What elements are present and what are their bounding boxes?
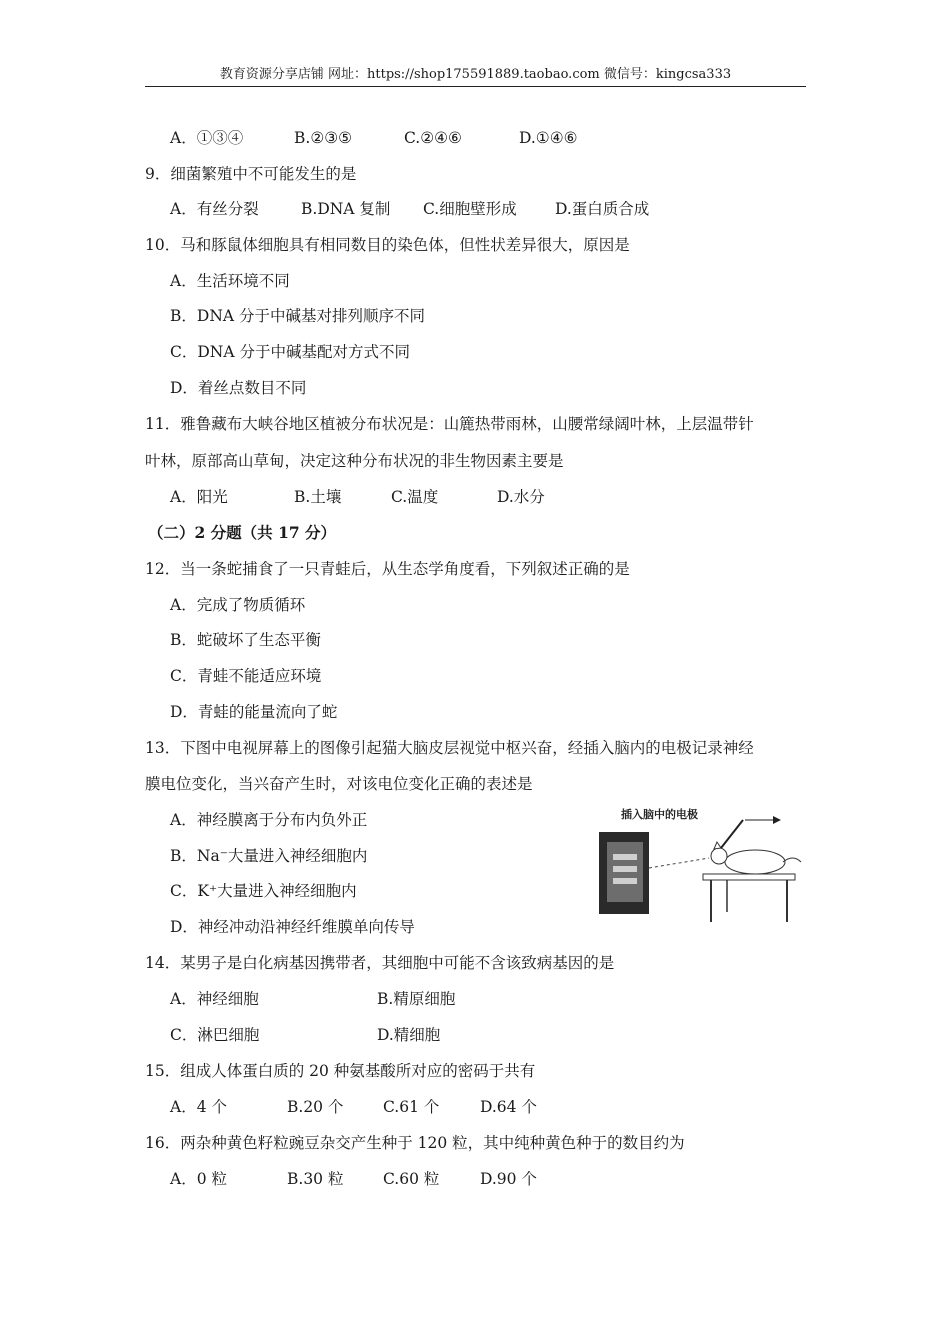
q13-option-d: D．神经冲动沿神经纤维膜单向传导 — [170, 918, 415, 936]
arrow-head — [773, 816, 781, 824]
q12-option-c: C．青蛙不能适应环境 — [170, 667, 322, 685]
q9-stem: 9．细菌繁殖中不可能发生的是 — [145, 165, 357, 183]
q8-option-c: C.②④⑥ — [404, 129, 462, 147]
q14-option-d: D.精细胞 — [377, 1026, 441, 1044]
q13-stem-line1: 13．下图中电视屏幕上的图像引起猫大脑皮层视觉中枢兴奋，经插入脑内的电极记录神经 — [145, 739, 754, 757]
q14-option-c: C．淋巴细胞 — [170, 1026, 260, 1044]
cat-tail — [783, 858, 801, 862]
q10-option-b: B．DNA 分于中碱基对排列顺序不同 — [170, 307, 426, 325]
electrode — [721, 820, 743, 848]
tv-image-bar — [613, 878, 637, 884]
q11-stem-line1: 11．雅鲁藏布大峡谷地区植被分布状况是：山簏热带雨林，山腰常绿阔叶林，上层温带针 — [145, 415, 754, 433]
q14-option-a: A．神经细胞 — [170, 990, 259, 1008]
q15-option-b: B.20 个 — [287, 1098, 344, 1116]
q15-option-d: D.64 个 — [480, 1098, 537, 1116]
q13-option-b: B．Na⁻大量进入神经细胞内 — [170, 847, 368, 865]
q13-stem-line2: 膜电位变化，当兴奋产生时，对该电位变化正确的表述是 — [145, 775, 533, 793]
figure-label: 插入脑中的电极 — [621, 808, 698, 821]
q10-option-c: C．DNA 分于中碱基配对方式不同 — [170, 343, 410, 361]
q9-option-a: A．有丝分裂 — [170, 200, 259, 218]
cat-head — [711, 848, 727, 864]
sight-line — [649, 858, 709, 868]
q15-option-a: A．4 个 — [170, 1098, 227, 1116]
tv-cat-diagram — [597, 806, 809, 924]
q16-option-d: D.90 个 — [480, 1170, 537, 1188]
tv-image-bar — [613, 866, 637, 872]
q11-option-a: A．阳光 — [170, 488, 228, 506]
tv-image-bar — [613, 854, 637, 860]
q12-stem: 12．当一条蛇捕食了一只青蛙后，从生态学角度看，下列叙述正确的是 — [145, 560, 630, 578]
q15-stem: 15．组成人体蛋白质的 20 种氨基酸所对应的密码于共有 — [145, 1062, 536, 1080]
q16-option-b: B.30 粒 — [287, 1170, 344, 1188]
q13-option-a: A．神经膜离于分布内负外正 — [170, 811, 368, 829]
q16-option-c: C.60 粒 — [383, 1170, 440, 1188]
q16-option-a: A．0 粒 — [170, 1170, 227, 1188]
q11-option-b: B.土壤 — [294, 488, 342, 506]
q8-option-a: A．①③④ — [170, 129, 244, 147]
q8-option-d: D.①④⑥ — [519, 129, 578, 147]
cat-ear — [714, 842, 721, 849]
q12-option-a: A．完成了物质循环 — [170, 596, 306, 614]
q11-option-c: C.温度 — [391, 488, 439, 506]
q11-option-d: D.水分 — [497, 488, 545, 506]
q13-figure — [597, 806, 809, 924]
table-top — [703, 874, 795, 880]
q8-option-b: B.②③⑤ — [294, 129, 353, 147]
q12-option-d: D．青蛙的能量流向了蛇 — [170, 703, 338, 721]
q15-option-c: C.61 个 — [383, 1098, 440, 1116]
q10-stem: 10．马和豚鼠体细胞具有相同数目的染色体，但性状差异很大，原因是 — [145, 236, 630, 254]
q10-option-d: D．着丝点数目不同 — [170, 379, 307, 397]
page-header: 教育资源分享店铺 网址：https://shop175591889.taobao.com 微信号：kingcsa333 — [145, 66, 806, 87]
q12-option-b: B．蛇破坏了生态平衡 — [170, 631, 321, 649]
q14-stem: 14．某男子是白化病基因携带者，其细胞中可能不含该致病基因的是 — [145, 954, 615, 972]
q13-option-c: C．K⁺大量进入神经细胞内 — [170, 882, 357, 900]
q14-option-b: B.精原细胞 — [377, 990, 456, 1008]
q16-stem: 16．两杂种黄色籽粒豌豆杂交产生种于 120 粒，其中纯种黄色种于的数目约为 — [145, 1134, 685, 1152]
q11-stem-line2: 叶林，原部高山草甸，决定这种分布状况的非生物因素主要是 — [145, 452, 564, 470]
q9-option-d: D.蛋白质合成 — [555, 200, 650, 218]
q9-option-c: C.细胞壁形成 — [423, 200, 517, 218]
section-heading: （二）2 分题（共 17 分） — [148, 523, 337, 542]
q9-option-b: B.DNA 复制 — [301, 200, 391, 218]
cat-body — [725, 850, 785, 874]
q10-option-a: A．生活环境不同 — [170, 272, 290, 290]
